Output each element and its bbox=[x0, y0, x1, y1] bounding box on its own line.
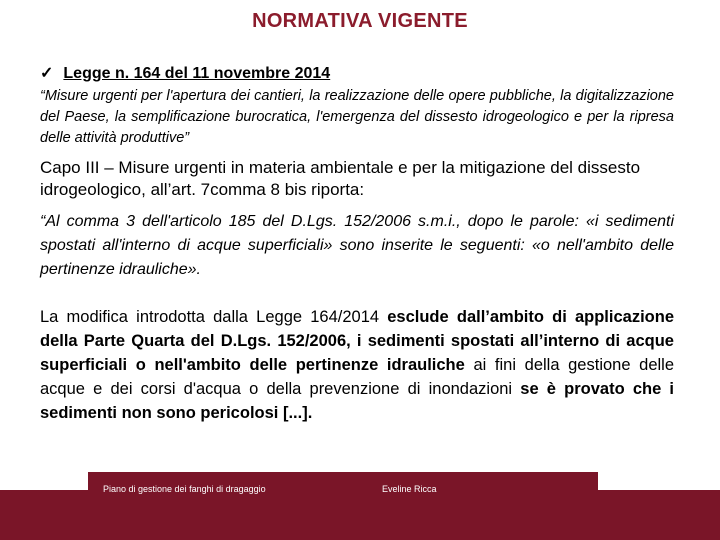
footer-author: Eveline Ricca bbox=[382, 484, 437, 494]
law-title: Legge n. 164 del 11 novembre 2014 bbox=[63, 65, 331, 82]
modification-text-3: ai fini della gestione delle acque e dei corsi d'acqua o della prevenzione di inondazioni bbox=[40, 356, 674, 398]
page-title: NORMATIVA VIGENTE bbox=[252, 10, 468, 32]
modification-text-2: esclude dall’ambito di applicazione della Parte Quarta del D.Lgs. 152/2006, i sedimenti spostati all’interno di acque superficiali o nell'ambito delle pertinenze idrauliche bbox=[40, 308, 674, 374]
modification-text-4: se è provato che i sedimenti non sono pericolosi [...]. bbox=[40, 380, 675, 422]
checkmark-icon: ✓ bbox=[40, 65, 54, 82]
law-reference bbox=[40, 63, 330, 83]
footer-document-title: Piano di gestione dei fanghi di dragaggio bbox=[103, 484, 266, 494]
modification-text-1: La modifica introdotta dalla Legge 164/2014 bbox=[40, 308, 388, 326]
law-subtitle-quote: “Misure urgenti per l'apertura dei cantieri, la realizzazione delle opere pubbliche, la digitalizzazione del Paese, la semplificazione burocratica, l'emergenza del dissesto idrogeologico e per la ripresa delle attività produttive” bbox=[40, 88, 674, 146]
modification-paragraph bbox=[40, 305, 674, 425]
amendment-quote: “Al comma 3 dell'articolo 185 del D.Lgs. 152/2006 s.m.i., dopo le parole: «i sedimenti spostati all'interno di acque superficiali» sono inserite le seguenti: «o nell'ambito delle pertinenze idrauliche». bbox=[40, 213, 674, 278]
chapter-reference: Capo III – Misure urgenti in materia ambientale e per la mitigazione del dissesto idrogeologico, all’art. 7comma 8 bis riporta: bbox=[40, 158, 641, 199]
footer-bar bbox=[0, 490, 720, 540]
